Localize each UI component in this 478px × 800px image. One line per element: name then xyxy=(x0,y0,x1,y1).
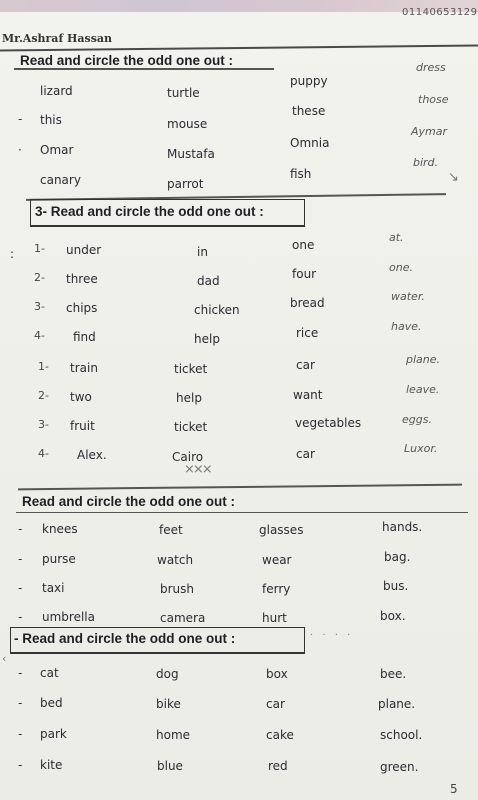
word: dress xyxy=(416,61,446,74)
word: mouse xyxy=(167,117,208,131)
header-divider xyxy=(0,44,478,51)
bullet: : xyxy=(10,247,15,261)
word: four xyxy=(292,267,317,281)
word: box xyxy=(266,667,288,681)
word: Alex. xyxy=(77,448,107,462)
word: Omnia xyxy=(290,136,330,150)
bullet: - xyxy=(18,552,23,566)
word: green. xyxy=(380,760,419,774)
word: bread xyxy=(290,296,325,310)
chevron-left-icon: ‹ xyxy=(2,652,7,665)
word: Cairo xyxy=(172,450,204,464)
word: eggs. xyxy=(402,413,432,426)
item-number: 1- xyxy=(34,242,45,255)
word: this xyxy=(40,113,62,127)
bullet: - xyxy=(18,758,23,772)
word: brush xyxy=(160,582,195,596)
word: turtle xyxy=(167,86,200,100)
word: ticket xyxy=(174,362,208,376)
item-number: 3- xyxy=(34,300,45,313)
teacher-name: Mr.Ashraf Hassan xyxy=(2,32,113,45)
section-3-rule xyxy=(16,512,468,513)
page-number: 5 xyxy=(450,782,458,796)
word: those xyxy=(418,93,449,106)
word: parrot xyxy=(167,177,204,191)
word: rice xyxy=(296,326,319,340)
word: help xyxy=(176,391,202,405)
word: blue xyxy=(157,759,183,773)
word: purse xyxy=(42,552,76,566)
word: train xyxy=(70,361,98,375)
word: one xyxy=(292,238,315,252)
bullet: - xyxy=(18,666,23,680)
word: park xyxy=(40,727,67,741)
arrow-mark-icon: ↘ xyxy=(448,170,459,185)
word: dad xyxy=(197,274,220,288)
item-number: 3- xyxy=(38,418,49,431)
word: taxi xyxy=(42,581,65,595)
word: in xyxy=(197,245,208,259)
word: car xyxy=(296,447,315,461)
word: chips xyxy=(66,301,98,315)
word: bee. xyxy=(380,667,407,681)
word: lizard xyxy=(40,84,73,98)
dots-decoration: · · · · xyxy=(310,630,354,641)
item-number: 2- xyxy=(34,271,45,284)
word: chicken xyxy=(194,303,240,317)
word: two xyxy=(70,390,92,404)
word: dog xyxy=(156,667,179,681)
word: these xyxy=(292,104,326,118)
word: bed xyxy=(40,696,63,710)
word: leave. xyxy=(406,383,440,396)
word: bike xyxy=(156,697,181,711)
word: feet xyxy=(159,523,183,537)
word: ticket xyxy=(174,420,208,434)
word: Aymar xyxy=(411,125,448,138)
word: camera xyxy=(160,611,206,625)
word: under xyxy=(66,243,102,257)
section-4-heading: - Read and circle the odd one out : xyxy=(14,631,236,646)
word: have. xyxy=(391,320,422,333)
decoration-icon: ⨯⨯⨯ xyxy=(184,462,211,477)
word: hurt xyxy=(262,611,287,625)
word: canary xyxy=(40,173,81,187)
section-3-heading: Read and circle the odd one out : xyxy=(22,494,236,509)
bullet: - xyxy=(18,581,23,595)
word: hands. xyxy=(382,520,423,534)
bullet: - xyxy=(18,696,23,710)
word: home xyxy=(156,728,191,742)
word: bird. xyxy=(413,156,439,169)
word: fruit xyxy=(70,419,95,433)
word: glasses xyxy=(259,523,304,537)
bullet: - xyxy=(18,112,23,126)
bullet: - xyxy=(18,727,23,741)
word: wear xyxy=(262,553,292,567)
word: red xyxy=(268,759,288,773)
word: umbrella xyxy=(42,610,95,624)
word: cat xyxy=(40,666,59,680)
word: kite xyxy=(40,758,63,772)
item-number: 2- xyxy=(38,389,49,402)
word: Mustafa xyxy=(167,147,215,161)
word: Omar xyxy=(40,143,74,157)
word: Luxor. xyxy=(404,442,438,455)
word: bag. xyxy=(384,550,411,564)
word: ferry xyxy=(262,582,291,596)
word: help xyxy=(194,332,220,346)
bullet: - xyxy=(18,610,23,624)
word: at. xyxy=(389,231,404,244)
word: car xyxy=(266,697,285,711)
word: plane. xyxy=(378,697,416,711)
word: water. xyxy=(391,290,425,303)
section-1-underline xyxy=(14,68,274,70)
word: school. xyxy=(380,728,423,742)
word: car xyxy=(296,358,315,372)
section-divider xyxy=(18,484,462,490)
word: bus. xyxy=(383,579,409,593)
phone-number: 01140653129 xyxy=(402,7,478,18)
word: fish xyxy=(290,167,312,181)
item-number: 4- xyxy=(34,329,45,342)
word: one. xyxy=(389,261,413,274)
word: three xyxy=(66,272,98,286)
word: find xyxy=(73,330,96,344)
word: box. xyxy=(380,609,406,623)
word: plane. xyxy=(406,353,441,366)
section-1-heading: Read and circle the odd one out : xyxy=(20,53,234,68)
item-number: 4- xyxy=(38,447,49,460)
word: want xyxy=(293,388,323,402)
bullet: - xyxy=(18,522,23,536)
word: cake xyxy=(266,728,294,742)
section-2-heading: 3- Read and circle the odd one out : xyxy=(35,204,264,219)
bullet: · xyxy=(18,143,22,157)
word: puppy xyxy=(290,74,328,88)
word: watch xyxy=(157,553,194,567)
item-number: 1- xyxy=(38,360,49,373)
word: vegetables xyxy=(295,416,362,430)
word: knees xyxy=(42,522,78,536)
